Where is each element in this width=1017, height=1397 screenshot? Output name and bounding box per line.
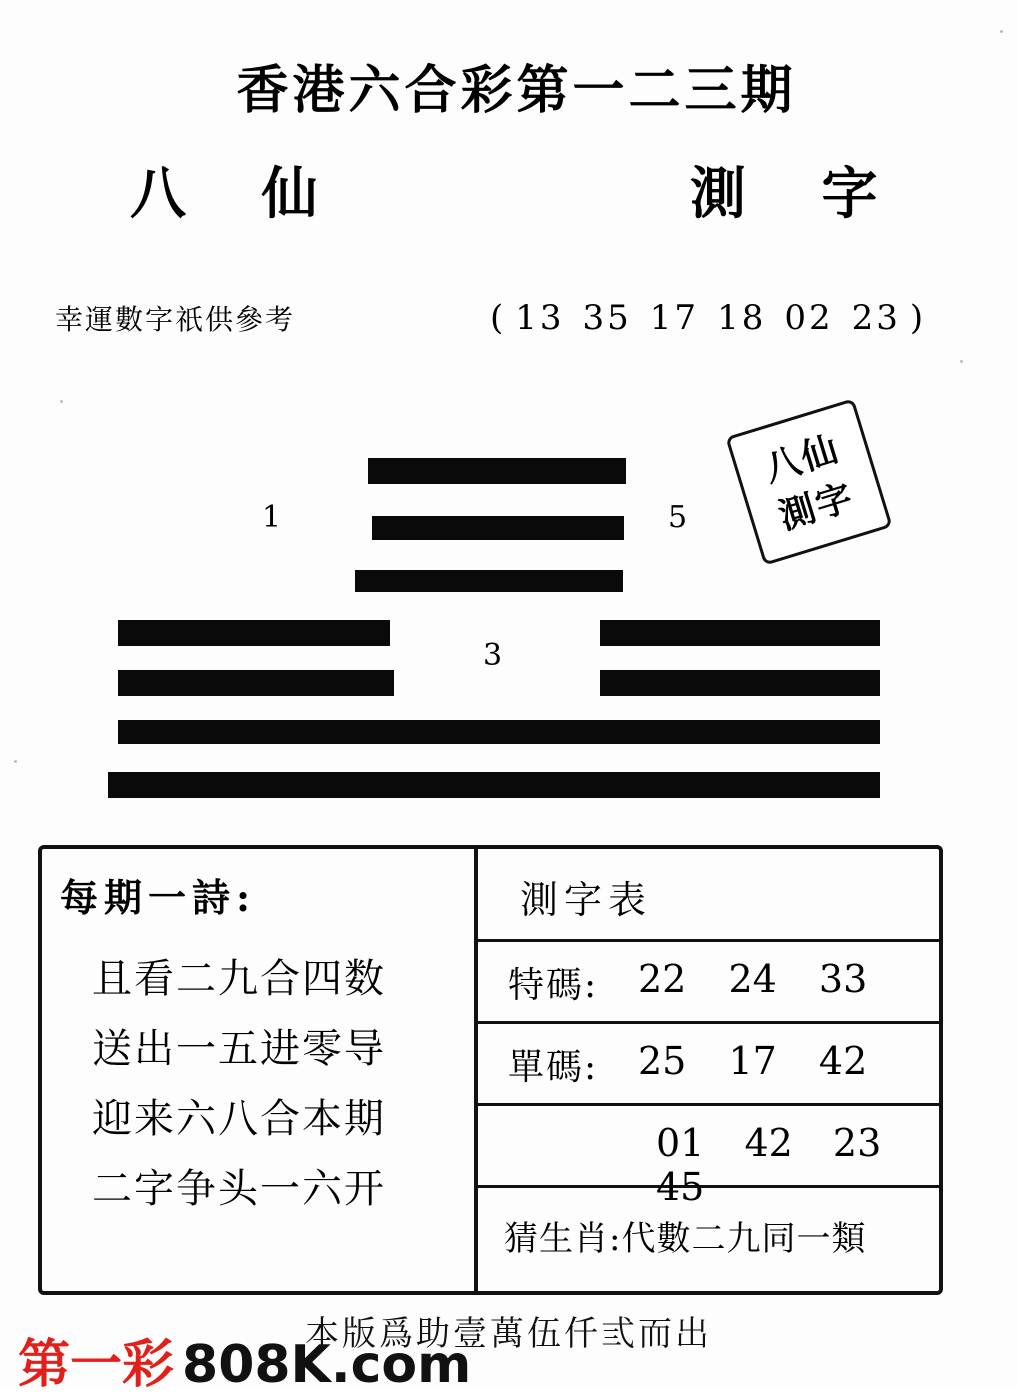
lucky-numbers-label: 幸運數字祇供參考 [55, 303, 296, 336]
seal-line-2: 測字 [774, 475, 860, 539]
table-cell: 45 [656, 1165, 705, 1209]
poem-title: 每期一詩: [60, 875, 257, 920]
table-cell: 23 [832, 1121, 882, 1165]
hexagram-label: 5 [668, 500, 688, 535]
hexagram-bar [600, 670, 880, 696]
zodiac-label: 猜生肖: [504, 1219, 622, 1259]
table-cell: 17 [728, 1039, 777, 1083]
hexagram-bar [368, 458, 626, 484]
hexagram-bar [372, 516, 624, 540]
speck [960, 360, 963, 363]
table-row [638, 1039, 897, 1083]
table-cell: 22 [638, 957, 687, 1001]
lucky-number: 18 [717, 298, 767, 338]
watermark-brand: 第一彩 [18, 1335, 175, 1395]
hexagram-bar [108, 772, 880, 798]
subtitle-left: 八 仙 [130, 161, 346, 227]
poem-line: 且看二九合四数 [92, 956, 386, 1002]
watermark [18, 1322, 471, 1397]
table-row [656, 1121, 943, 1209]
lucky-open-paren: ( [490, 298, 507, 338]
lucky-number: 35 [582, 298, 632, 338]
hexagram-label: 1 [262, 500, 282, 535]
table-row [638, 957, 897, 1001]
table-cell: 01 [656, 1121, 705, 1165]
hexagram-bar [118, 670, 394, 696]
table-divider [478, 939, 943, 942]
table-title: 測字表 [520, 878, 653, 922]
table-row-label: 特碼: [508, 965, 599, 1006]
page-title: 香港六合彩第一二三期 [236, 60, 797, 121]
seal-line-1: 八仙 [759, 427, 845, 491]
hexagram-bar [118, 720, 880, 744]
hexagram-label: 3 [483, 638, 503, 673]
table-cell: 42 [818, 1039, 868, 1083]
footer-note: 本版爲助壹萬伍仟弎而出 [305, 1314, 712, 1354]
subtitle-row [0, 150, 1017, 240]
table-cell: 33 [818, 957, 868, 1001]
lucky-close-paren: ) [909, 298, 927, 338]
zodiac-value: 代數二九同一類 [621, 1219, 867, 1259]
speck [60, 400, 63, 403]
table-cell: 42 [744, 1121, 793, 1165]
watermark-site: 808K.com [182, 1335, 472, 1395]
subtitle-right: 測 字 [690, 161, 906, 227]
info-box [38, 845, 943, 1295]
lucky-number: 23 [851, 298, 901, 338]
hexagram-bar [355, 570, 623, 592]
lucky-number: 17 [649, 298, 700, 338]
table-divider [478, 1103, 943, 1106]
poem-line: 迎来六八合本期 [92, 1096, 386, 1142]
table-row-label: 單碼: [508, 1047, 599, 1088]
poem-panel [42, 849, 474, 1291]
hexagram-bar [600, 620, 880, 646]
number-table-panel [474, 849, 943, 1291]
speck [1000, 30, 1003, 33]
hexagram-bar [118, 620, 390, 646]
lucky-number: 13 [515, 298, 565, 338]
table-cell: 25 [638, 1039, 687, 1083]
lucky-number: 02 [784, 298, 834, 338]
table-cell: 24 [728, 957, 777, 1001]
lucky-numbers [490, 298, 926, 338]
poem-line: 二字争头一六开 [92, 1166, 386, 1212]
zodiac-row [504, 1211, 866, 1260]
table-divider [478, 1021, 943, 1024]
poem-line: 送出一五进零导 [92, 1026, 386, 1072]
